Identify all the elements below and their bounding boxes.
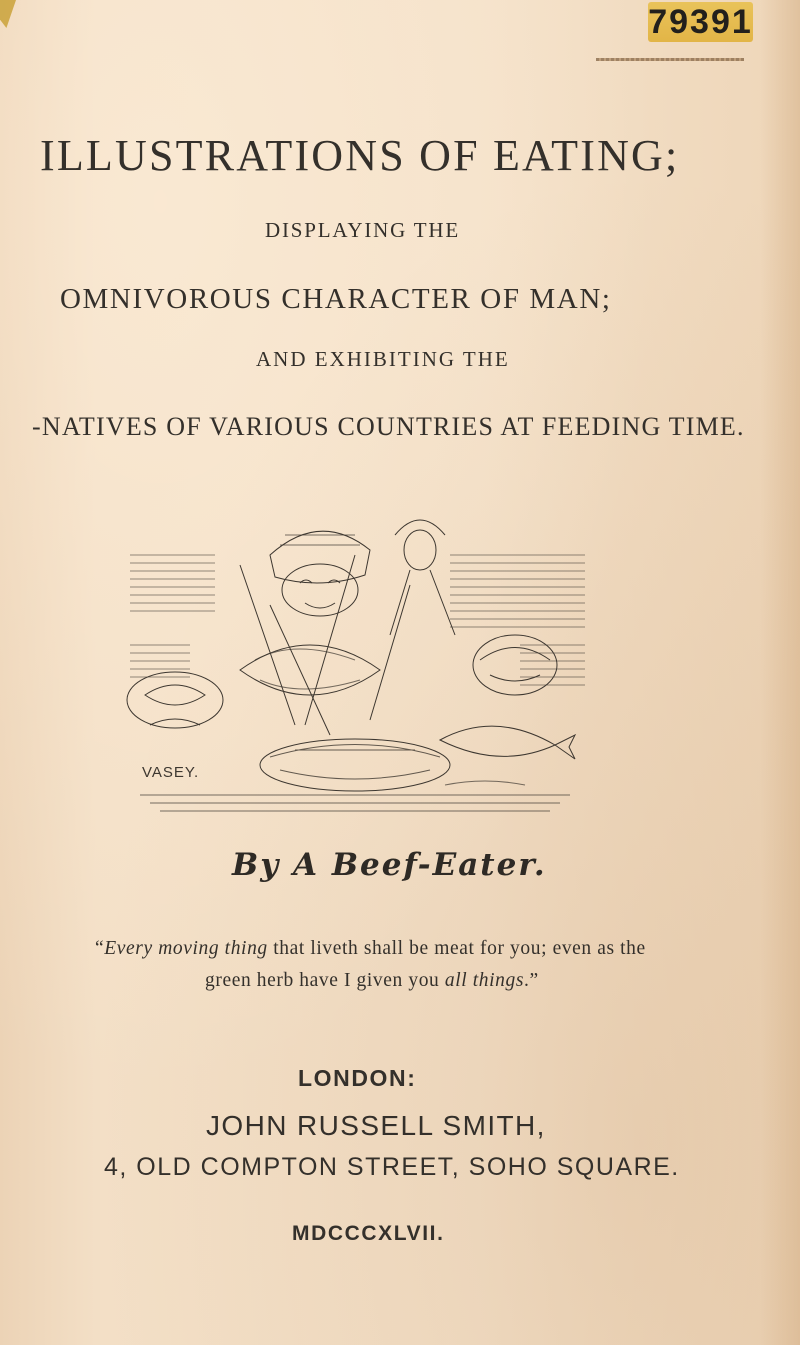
turban bbox=[404, 530, 436, 570]
background-hatching bbox=[130, 555, 585, 685]
imprint-address: 4, OLD COMPTON STREET, SOHO SQUARE. bbox=[104, 1153, 680, 1181]
title-displaying: DISPLAYING THE bbox=[265, 218, 460, 242]
library-stamp: 79391 bbox=[648, 3, 753, 41]
left-platter bbox=[127, 672, 223, 728]
right-fish bbox=[440, 726, 555, 756]
bottom-dish bbox=[260, 739, 450, 791]
cutlery bbox=[240, 555, 410, 735]
epigraph-line-1 bbox=[95, 938, 646, 960]
epigraph-close-quote: .” bbox=[524, 970, 539, 991]
epigraph-italic-2: all things bbox=[444, 970, 525, 991]
imprint-city: LONDON: bbox=[298, 1065, 417, 1091]
epigraph-text-2: green herb have I given you bbox=[205, 970, 445, 991]
title-main: ILLUSTRATIONS OF EATING; bbox=[40, 131, 680, 180]
imprint-date: MDCCCXLVII. bbox=[292, 1222, 445, 1245]
frontispiece-engraving bbox=[120, 495, 595, 835]
roast-bird bbox=[240, 645, 380, 695]
page-edge-shading bbox=[760, 0, 800, 1345]
right-pot bbox=[473, 635, 557, 695]
cloche bbox=[270, 531, 370, 583]
byline: By A Beef-Eater. bbox=[232, 847, 547, 883]
epigraph-open-quote: “ bbox=[95, 938, 105, 959]
engraver-signature: VASEY. bbox=[142, 764, 200, 781]
stamp-rule bbox=[596, 58, 744, 61]
title-omnivorous: OMNIVOROUS CHARACTER OF MAN; bbox=[60, 283, 612, 315]
epigraph-text-1: that liveth shall be meat for you; even as the bbox=[267, 938, 646, 959]
title-and-exhibiting: AND EXHIBITING THE bbox=[256, 347, 510, 371]
corner-stain bbox=[0, 0, 16, 28]
epigraph-line-2 bbox=[205, 970, 539, 992]
title-natives: -NATIVES OF VARIOUS COUNTRIES AT FEEDING TIME. bbox=[32, 412, 745, 441]
imprint-publisher: JOHN RUSSELL SMITH, bbox=[206, 1110, 546, 1141]
epigraph-italic-1: Every moving thing bbox=[104, 938, 268, 959]
table-lines bbox=[140, 795, 570, 811]
